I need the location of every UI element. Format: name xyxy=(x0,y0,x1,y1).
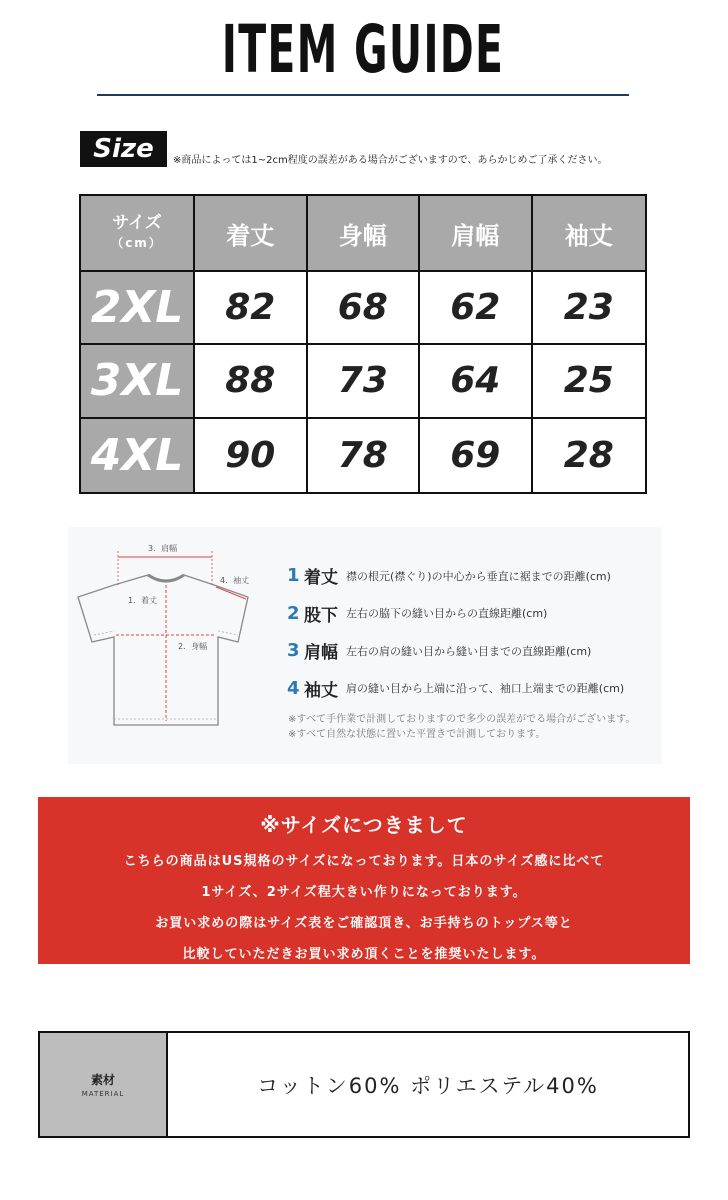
item-description: 肩の縫い目から上端に沿って、袖口上端までの距離(cm) xyxy=(346,682,625,696)
notice-line: こちらの商品はUS規格のサイズになっております。日本のサイズ感に比べて xyxy=(123,854,605,869)
sleeve-arrow xyxy=(216,587,246,599)
label-sleeve: 4．袖丈 xyxy=(220,576,250,585)
measurement-guide xyxy=(68,527,662,764)
table-corner-header xyxy=(81,196,195,272)
item-name: 着丈 xyxy=(304,568,338,589)
table-cell: 62 xyxy=(420,272,533,345)
column-header-shoulder: 肩幅 xyxy=(420,196,533,272)
row-header-3xl: 3XL xyxy=(81,345,195,418)
header xyxy=(97,8,629,94)
tshirt-outline xyxy=(78,575,248,725)
material-label-jp: 素材 xyxy=(90,1073,115,1087)
tshirt-collar xyxy=(148,575,184,581)
item-description: 左右の肩の縫い目から縫い目までの直線距離(cm) xyxy=(346,644,592,658)
tshirt-diagram xyxy=(68,527,298,764)
table-cell: 68 xyxy=(308,272,421,345)
label-length: 1．着丈 xyxy=(128,596,158,605)
table-cell: 23 xyxy=(533,272,646,345)
item-number: 4 xyxy=(287,677,300,699)
list-item xyxy=(287,632,624,670)
list-item xyxy=(287,670,624,708)
item-name: 肩幅 xyxy=(304,643,338,664)
notice-line: 1サイズ、2サイズ程大きい作りになっております。 xyxy=(201,885,527,900)
corner-label: サイズ xyxy=(112,213,162,233)
notice-line: 比較していただきお買い求め頂くことを推奨いたします。 xyxy=(182,947,546,962)
item-name: 股下 xyxy=(304,605,338,626)
material-label xyxy=(40,1033,168,1136)
measurement-notes xyxy=(288,712,635,742)
size-notice-box xyxy=(38,797,690,964)
row-header-2xl: 2XL xyxy=(81,272,195,345)
item-number: 1 xyxy=(287,565,300,587)
table-cell: 78 xyxy=(308,419,421,492)
column-header-sleeve: 袖丈 xyxy=(533,196,646,272)
table-cell: 88 xyxy=(195,345,308,418)
header-divider xyxy=(97,94,629,96)
table-cell: 82 xyxy=(195,272,308,345)
table-cell: 90 xyxy=(195,419,308,492)
list-item xyxy=(287,557,624,595)
list-item xyxy=(287,595,624,633)
notice-line: お買い求めの際はサイズ表をご確認頂き、お手持ちのトップス等と xyxy=(155,916,573,931)
size-table xyxy=(79,194,647,494)
column-header-width: 身幅 xyxy=(308,196,421,272)
table-cell: 25 xyxy=(533,345,646,418)
note-line: ※すべて手作業で計測しておりますので多少の誤差がでる場合がございます。 xyxy=(288,714,636,725)
size-note: ※商品によっては1~2cm程度の誤差がある場合がございますので、あらかじめご了承ください。 xyxy=(173,155,608,166)
table-cell: 73 xyxy=(308,345,421,418)
item-description: 左右の脇下の縫い目からの直線距離(cm) xyxy=(346,607,548,621)
corner-unit: （cm） xyxy=(111,236,163,250)
row-header-4xl: 4XL xyxy=(81,419,195,492)
notice-title: ※サイズにつきまして xyxy=(260,813,468,837)
label-shoulder: 3．肩幅 xyxy=(148,544,178,553)
item-number: 2 xyxy=(287,602,300,624)
label-width: 2．身幅 xyxy=(178,642,208,651)
item-name: 袖丈 xyxy=(304,680,338,701)
material-value: コットン60% ポリエステル40% xyxy=(257,1073,599,1098)
material-table xyxy=(38,1031,690,1138)
column-header-length: 着丈 xyxy=(195,196,308,272)
item-number: 3 xyxy=(287,640,300,662)
table-cell: 69 xyxy=(420,419,533,492)
size-badge: Size xyxy=(80,131,167,167)
table-cell: 28 xyxy=(563,434,614,476)
item-description: 襟の根元(襟ぐり)の中心から垂直に裾までの距離(cm) xyxy=(346,569,611,583)
material-label-en: MATERIAL xyxy=(81,1090,125,1098)
page-title: ITEM GUIDE xyxy=(221,11,505,88)
table-cell: 64 xyxy=(420,345,533,418)
measurement-list xyxy=(287,557,624,707)
note-line: ※すべて自然な状態に置いた平置きで計測しております。 xyxy=(288,729,546,740)
